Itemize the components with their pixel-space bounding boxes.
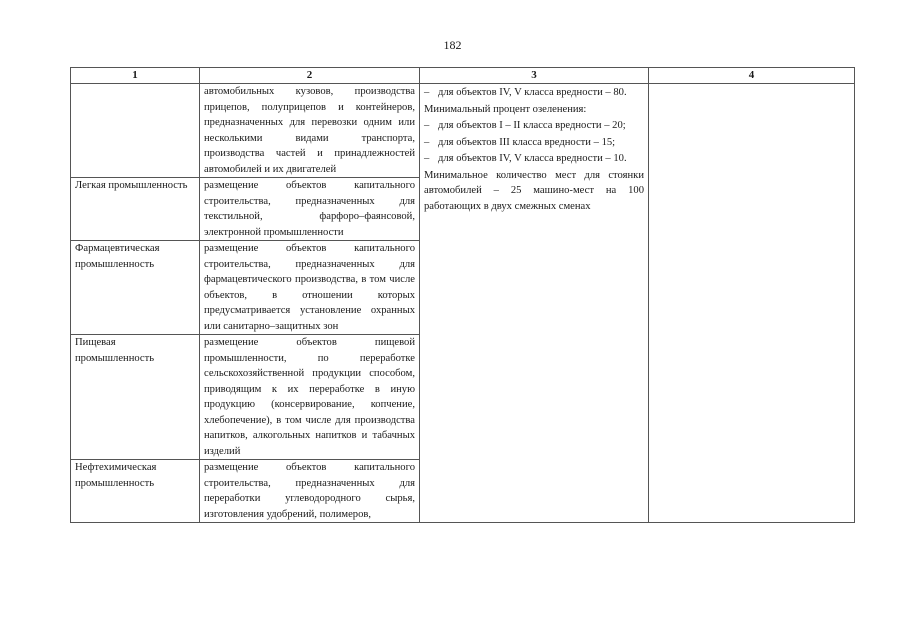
column-header-4: 4	[649, 68, 855, 84]
land-use-name: Фармацевтическая промышленность	[71, 241, 200, 335]
restrictions-cell	[649, 84, 855, 523]
land-use-description: размещение объектов капитального строительства, предназначенных для текстильной, фарфоро–фаянсовой, электронной промышленности	[200, 178, 420, 241]
column-header-3: 3	[420, 68, 649, 84]
land-use-name	[71, 84, 200, 178]
parameter-item: – для объектов IV, V класса вредности – 80.	[424, 85, 644, 101]
land-use-description: автомобильных кузовов, производства прицепов, полуприцепов и контейнеров, предназначенных для перевозки одним или несколькими видами транспорта, производства частей и принадлежностей автомобилей и их двигателей	[200, 84, 420, 178]
parameters-list	[424, 85, 644, 101]
table-header-row	[71, 68, 855, 84]
page-number: 182	[443, 38, 462, 52]
land-use-name: Пищевая промышленность	[71, 335, 200, 460]
land-use-description: размещение объектов капитального строительства, предназначенных для фармацевтического производства, в том числе объектов, в отношении которых предусматривается установление охранных или санитарно–защитных зон	[200, 241, 420, 335]
land-use-description: размещение объектов капитального строительства, предназначенных для переработки углеводородного сырья, изготовления удобрений, полимеров,	[200, 460, 420, 523]
parameter-heading: Минимальный процент озеленения:	[424, 103, 587, 115]
parameters-cell	[420, 84, 649, 523]
greening-list	[424, 118, 644, 167]
table-row	[71, 84, 855, 178]
land-use-name: Легкая промышленность	[71, 178, 200, 241]
regulations-table	[70, 67, 855, 523]
column-header-2: 2	[200, 68, 420, 84]
land-use-description: размещение объектов пищевой промышленности, по переработке сельскохозяйственной продукции способом, приводящим к их переработке в иную продукцию (консервирование, копчение, хлебопечение), в том числе для производства напитков, алкогольных напитков и табачных изделий	[200, 335, 420, 460]
column-header-1: 1	[71, 68, 200, 84]
land-use-name: Нефтехимическая промышленность	[71, 460, 200, 523]
parameter-item: – для объектов III класса вредности – 15;	[424, 135, 644, 151]
parking-paragraph: Минимальное количество мест для стоянки автомобилей – 25 машино-мест на 100 работающих в двух смежных сменах	[424, 169, 644, 212]
parameter-item: – для объектов I – II класса вредности – 20;	[424, 118, 644, 134]
parameter-item: – для объектов IV, V класса вредности – 10.	[424, 151, 644, 167]
